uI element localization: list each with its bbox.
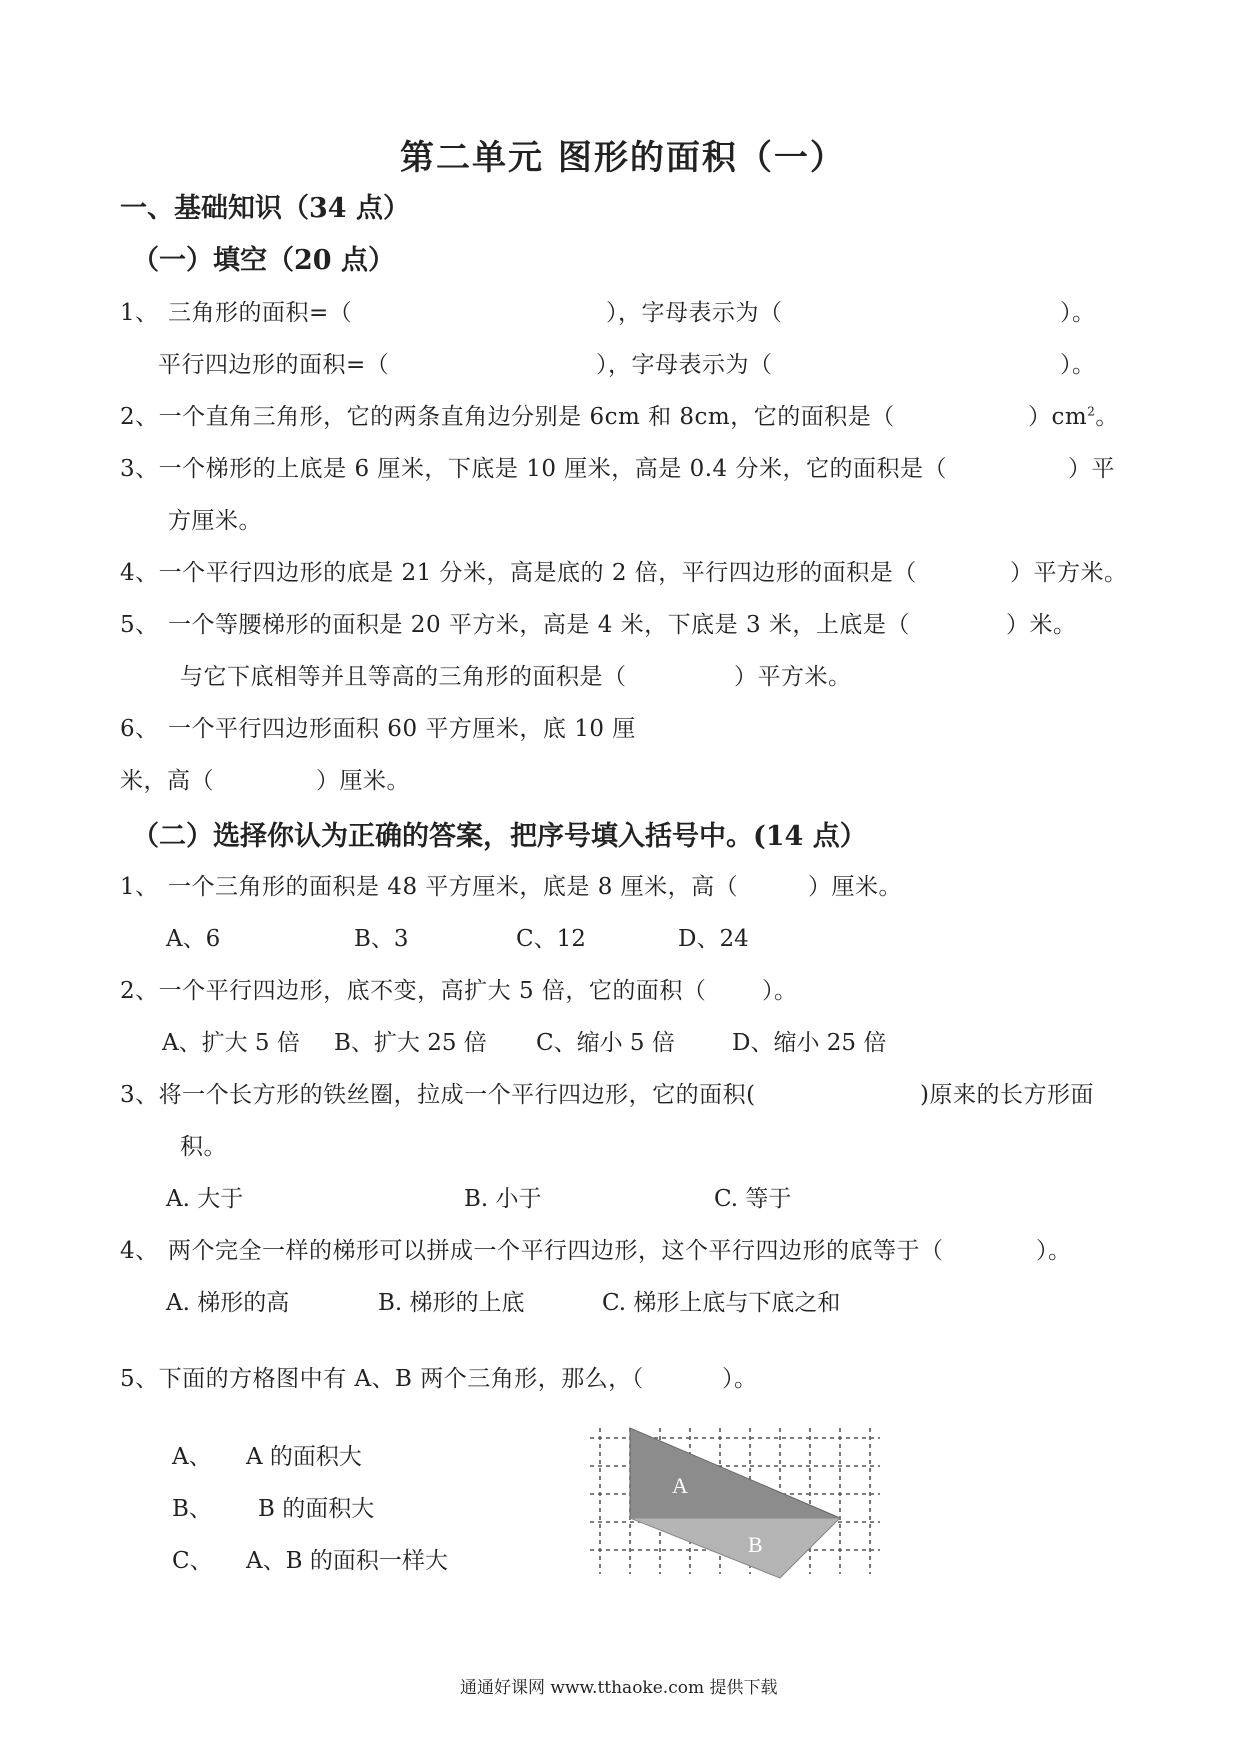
option-c-text: A、B 的面积一样大 (246, 1548, 448, 1574)
question-text: 3、将一个长方形的铁丝圈，拉成一个平行四边形，它的面积( (120, 1082, 756, 1108)
question-text: 一个等腰梯形的面积是 20 平方米，高是 4 米，下底是 3 米，上底是（ (168, 612, 910, 638)
question-text: ）平方米。 (734, 664, 852, 690)
option-b: B. 小于 (464, 1186, 542, 1212)
question-number: 5、 (120, 612, 159, 638)
question-number: 4、 (120, 1238, 159, 1264)
option-a: A、6 (166, 926, 221, 952)
question-text: 积。 (180, 1134, 227, 1160)
question-text: ）平 (1068, 456, 1115, 482)
question-text: 两个完全一样的梯形可以拼成一个平行四边形，这个平行四边形的底等于（ (168, 1238, 944, 1264)
question-text: 与它下底相等并且等高的三角形的面积是（ (180, 664, 627, 690)
section-heading-basics: 一、基础知识（34 点） (120, 193, 410, 224)
unit-superscript: 2 (1087, 404, 1096, 419)
option-d: D、缩小 25 倍 (732, 1030, 887, 1056)
punctuation: 。 (1095, 404, 1119, 430)
triangle-b-label: B (748, 1532, 763, 1557)
triangle-a-label: A (672, 1473, 688, 1498)
question-text: ）。 (1060, 352, 1096, 378)
option-a-text: A 的面积大 (246, 1444, 362, 1470)
option-a: A. 梯形的高 (166, 1290, 290, 1316)
question-text: ）。 (1060, 300, 1096, 326)
subsection-heading-fill-blank: （一）填空（20 点） (132, 245, 395, 276)
question-text: 三角形的面积=（ (168, 300, 353, 326)
question-text: 3、一个梯形的上底是 6 厘米，下底是 10 厘米，高是 0.4 分米，它的面积是（ (120, 456, 947, 482)
footer-credit: 通通好课网 www.tthaoke.com 提供下载 (460, 1678, 778, 1698)
page-title: 第二单元 图形的面积（一） (400, 138, 846, 178)
question-text: ）厘米。 (808, 874, 902, 900)
question-text: 米，高（ (120, 768, 214, 794)
option-b-letter: B、 (172, 1496, 212, 1522)
triangle-b (630, 1518, 840, 1578)
question-text: ）平方米。 (1010, 560, 1128, 586)
triangle-a (630, 1428, 840, 1518)
question-text: 一个三角形的面积是 48 平方厘米，底是 8 厘米，高（ (168, 874, 739, 900)
option-c-letter: C、 (172, 1548, 213, 1574)
question-text: 方厘米。 (168, 508, 262, 534)
question-number: 1、 (120, 300, 159, 326)
question-text: ）米。 (1006, 612, 1077, 638)
option-a: A、扩大 5 倍 (162, 1030, 300, 1056)
question-text: 4、一个平行四边形的底是 21 分米，高是底的 2 倍，平行四边形的面积是（ (120, 560, 917, 586)
question-text: ）。 (722, 1366, 758, 1392)
unit-text: ）cm (1028, 404, 1088, 430)
option-a: A. 大于 (166, 1186, 244, 1212)
option-c: C. 等于 (714, 1186, 792, 1212)
grid-triangles-figure (580, 1418, 900, 1584)
question-text: ），字母表示为（ (596, 352, 773, 378)
option-a-letter: A、 (172, 1444, 212, 1470)
question-text: ），字母表示为（ (606, 300, 783, 326)
option-c: C、缩小 5 倍 (536, 1030, 675, 1056)
question-text: )原来的长方形面 (920, 1082, 1094, 1108)
question-number: 1、 (120, 874, 159, 900)
option-b: B、3 (354, 926, 409, 952)
question-text: 平行四边形的面积=（ (158, 352, 390, 378)
question-text: ）厘米。 (316, 768, 410, 794)
option-c: C. 梯形上底与下底之和 (602, 1290, 841, 1316)
question-text: ）。 (762, 978, 798, 1004)
option-b: B. 梯形的上底 (378, 1290, 525, 1316)
question-text: 2、一个平行四边形，底不变，高扩大 5 倍，它的面积（ (120, 978, 707, 1004)
option-d: D、24 (678, 926, 749, 952)
question-text: 2、一个直角三角形，它的两条直角边分别是 6cm 和 8cm，它的面积是（ (120, 404, 895, 430)
option-b: B、扩大 25 倍 (334, 1030, 487, 1056)
question-text (1028, 398, 1119, 431)
subsection-heading-multiple-choice: （二）选择你认为正确的答案，把序号填入括号中。(14 点） (132, 821, 867, 852)
question-number: 6、 (120, 716, 159, 742)
question-text: 5、下面的方格图中有 A、B 两个三角形，那么，（ (120, 1366, 644, 1392)
question-text: 一个平行四边形面积 60 平方厘米，底 10 厘 (168, 716, 636, 742)
question-text: ）。 (1036, 1238, 1072, 1264)
option-c: C、12 (516, 926, 586, 952)
option-b-text: B 的面积大 (258, 1496, 375, 1522)
